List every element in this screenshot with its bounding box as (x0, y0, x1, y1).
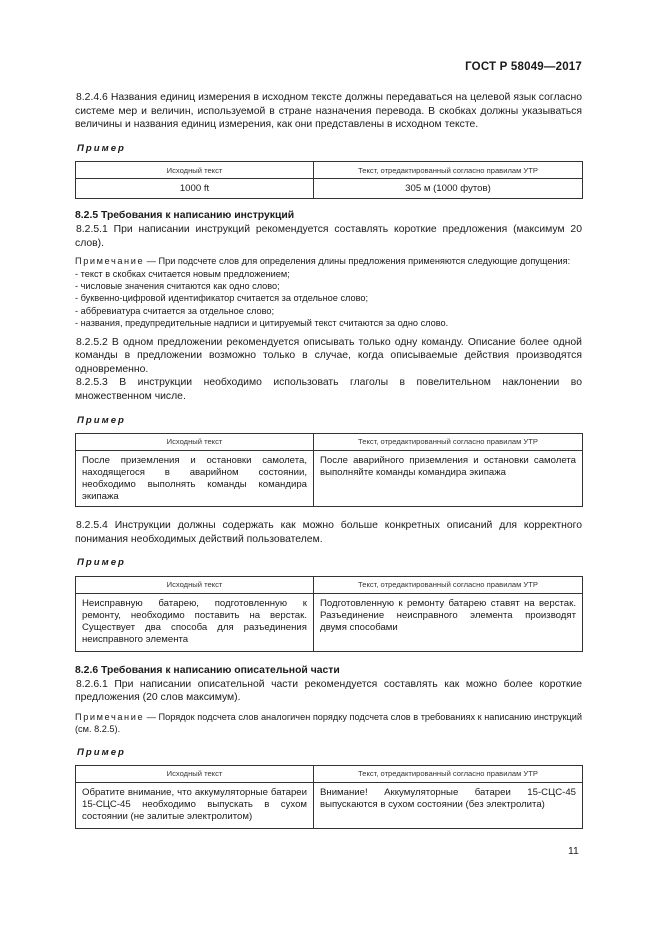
note-label: Примечание (75, 711, 145, 722)
list-item: - названия, предупредительные надписи и цитируемый текст считаются за одно слово. (75, 318, 449, 329)
paragraph-8-2-5-1: 8.2.5.1 При написании инструкций рекомендуется составлять короткие предложения (максимум 20 слов). (75, 223, 582, 249)
example-table-1 (75, 161, 583, 199)
paragraph-8-2-5-3: 8.2.5.3 В инструкции необходимо использовать глаголы в повелительном наклонении во множественном числе. (75, 377, 582, 402)
table-cell-edited: После аварийного приземления и остановки самолета выполняйте команды командира экипажа (314, 451, 583, 507)
section-title-8-2-6: 8.2.6 Требования к написанию описательной части (75, 664, 340, 676)
note-1-list (75, 268, 582, 330)
list-item: - аббревиатура считается за отдельное слово; (75, 305, 275, 316)
paragraph-8-2-4-6: 8.2.4.6 Названия единиц измерения в исходном тексте должны передаваться на целевой язык согласно системе мер и величин, используемой в стране назначения перевода. В скобках должны указываться величины и названия единиц измерения, как они представлены в исходном тексте. (75, 92, 582, 131)
table-cell-edited: Подготовленную к ремонту батарею ставят на верстак. Разъединение неисправного элемента производят двумя способами (314, 593, 583, 651)
table-header-source: Исходный текст (76, 162, 314, 179)
paragraph-8-2-5-4: 8.2.5.4 Инструкции должны содержать как можно больше конкретных описаний для корректного понимания необходимых действий пользователем. (75, 520, 582, 545)
section-title-8-2-5: 8.2.5 Требования к написанию инструкций (75, 210, 295, 222)
table-header-source: Исходный текст (76, 766, 314, 783)
note-text: — При подсчете слов для определения длины предложения применяются следующие допущения: (144, 256, 571, 267)
note-label: Примечание (75, 256, 145, 267)
table-header-edited: Текст, отредактированный согласно правилам УТР (314, 434, 583, 451)
list-item: - буквенно-цифровой идентификатор считается за отдельное слово; (75, 293, 369, 304)
table-header-edited: Текст, отредактированный согласно правилам УТР (314, 162, 583, 179)
example-table-2 (75, 433, 583, 507)
table-header-edited: Текст, отредактированный согласно правилам УТР (314, 576, 583, 593)
paragraph-8-2-6-1: 8.2.6.1 При написании описательной части рекомендуется составлять как можно более короткие предложения (20 слов максимум). (75, 678, 582, 704)
note-1 (75, 255, 582, 267)
table-cell-source: Обратите внимание, что аккумуляторные батареи 15-СЦС-45 необходимо выпускать в сухом состоянии (не залитые электролитом) (76, 783, 314, 829)
table-cell-source: Неисправную батарею, подготовленную к ремонту, необходимо поставить на верстак. Существует два способа для разъединения неисправного элемента (76, 593, 314, 651)
example-table-3 (75, 576, 583, 652)
list-item: - текст в скобках считается новым предложением; (75, 268, 290, 279)
note-text: — Порядок подсчета слов аналогичен порядку подсчета слов в требованиях к написанию инструкций (см. 8.2.5). (75, 711, 582, 735)
table-cell-edited: Внимание! Аккумуляторные батареи 15-СЦС-45 выпускаются в сухом состоянии (без электролита) (314, 783, 583, 829)
example-table-4 (75, 765, 583, 829)
paragraph-8-2-5-2: 8.2.5.2 В одном предложении рекомендуется описывать только одну команду. Описание более одной команды в предложении возможно только в случае, когда описываемые действия производятся одновременно. (75, 336, 582, 375)
table-header-edited: Текст, отредактированный согласно правилам УТР (314, 766, 583, 783)
page-content (75, 91, 582, 829)
note-2 (75, 711, 582, 736)
example-label: Пример (77, 142, 126, 154)
table-header-source: Исходный текст (76, 434, 314, 451)
page-number: 11 (568, 846, 579, 857)
table-cell-source: После приземления и остановки самолета, находящегося в аварийном состоянии, необходимо выполнять команды командира экипажа (76, 451, 314, 507)
example-label: Пример (77, 557, 126, 569)
example-label: Пример (77, 746, 126, 758)
table-cell-edited: 305 м (1000 футов) (314, 179, 583, 199)
list-item: - числовые значения считаются как одно слово; (75, 280, 280, 291)
table-header-source: Исходный текст (76, 576, 314, 593)
table-cell-source: 1000 ft (76, 179, 314, 199)
document-code: ГОСТ Р 58049—2017 (465, 61, 582, 73)
example-label: Пример (77, 414, 126, 426)
